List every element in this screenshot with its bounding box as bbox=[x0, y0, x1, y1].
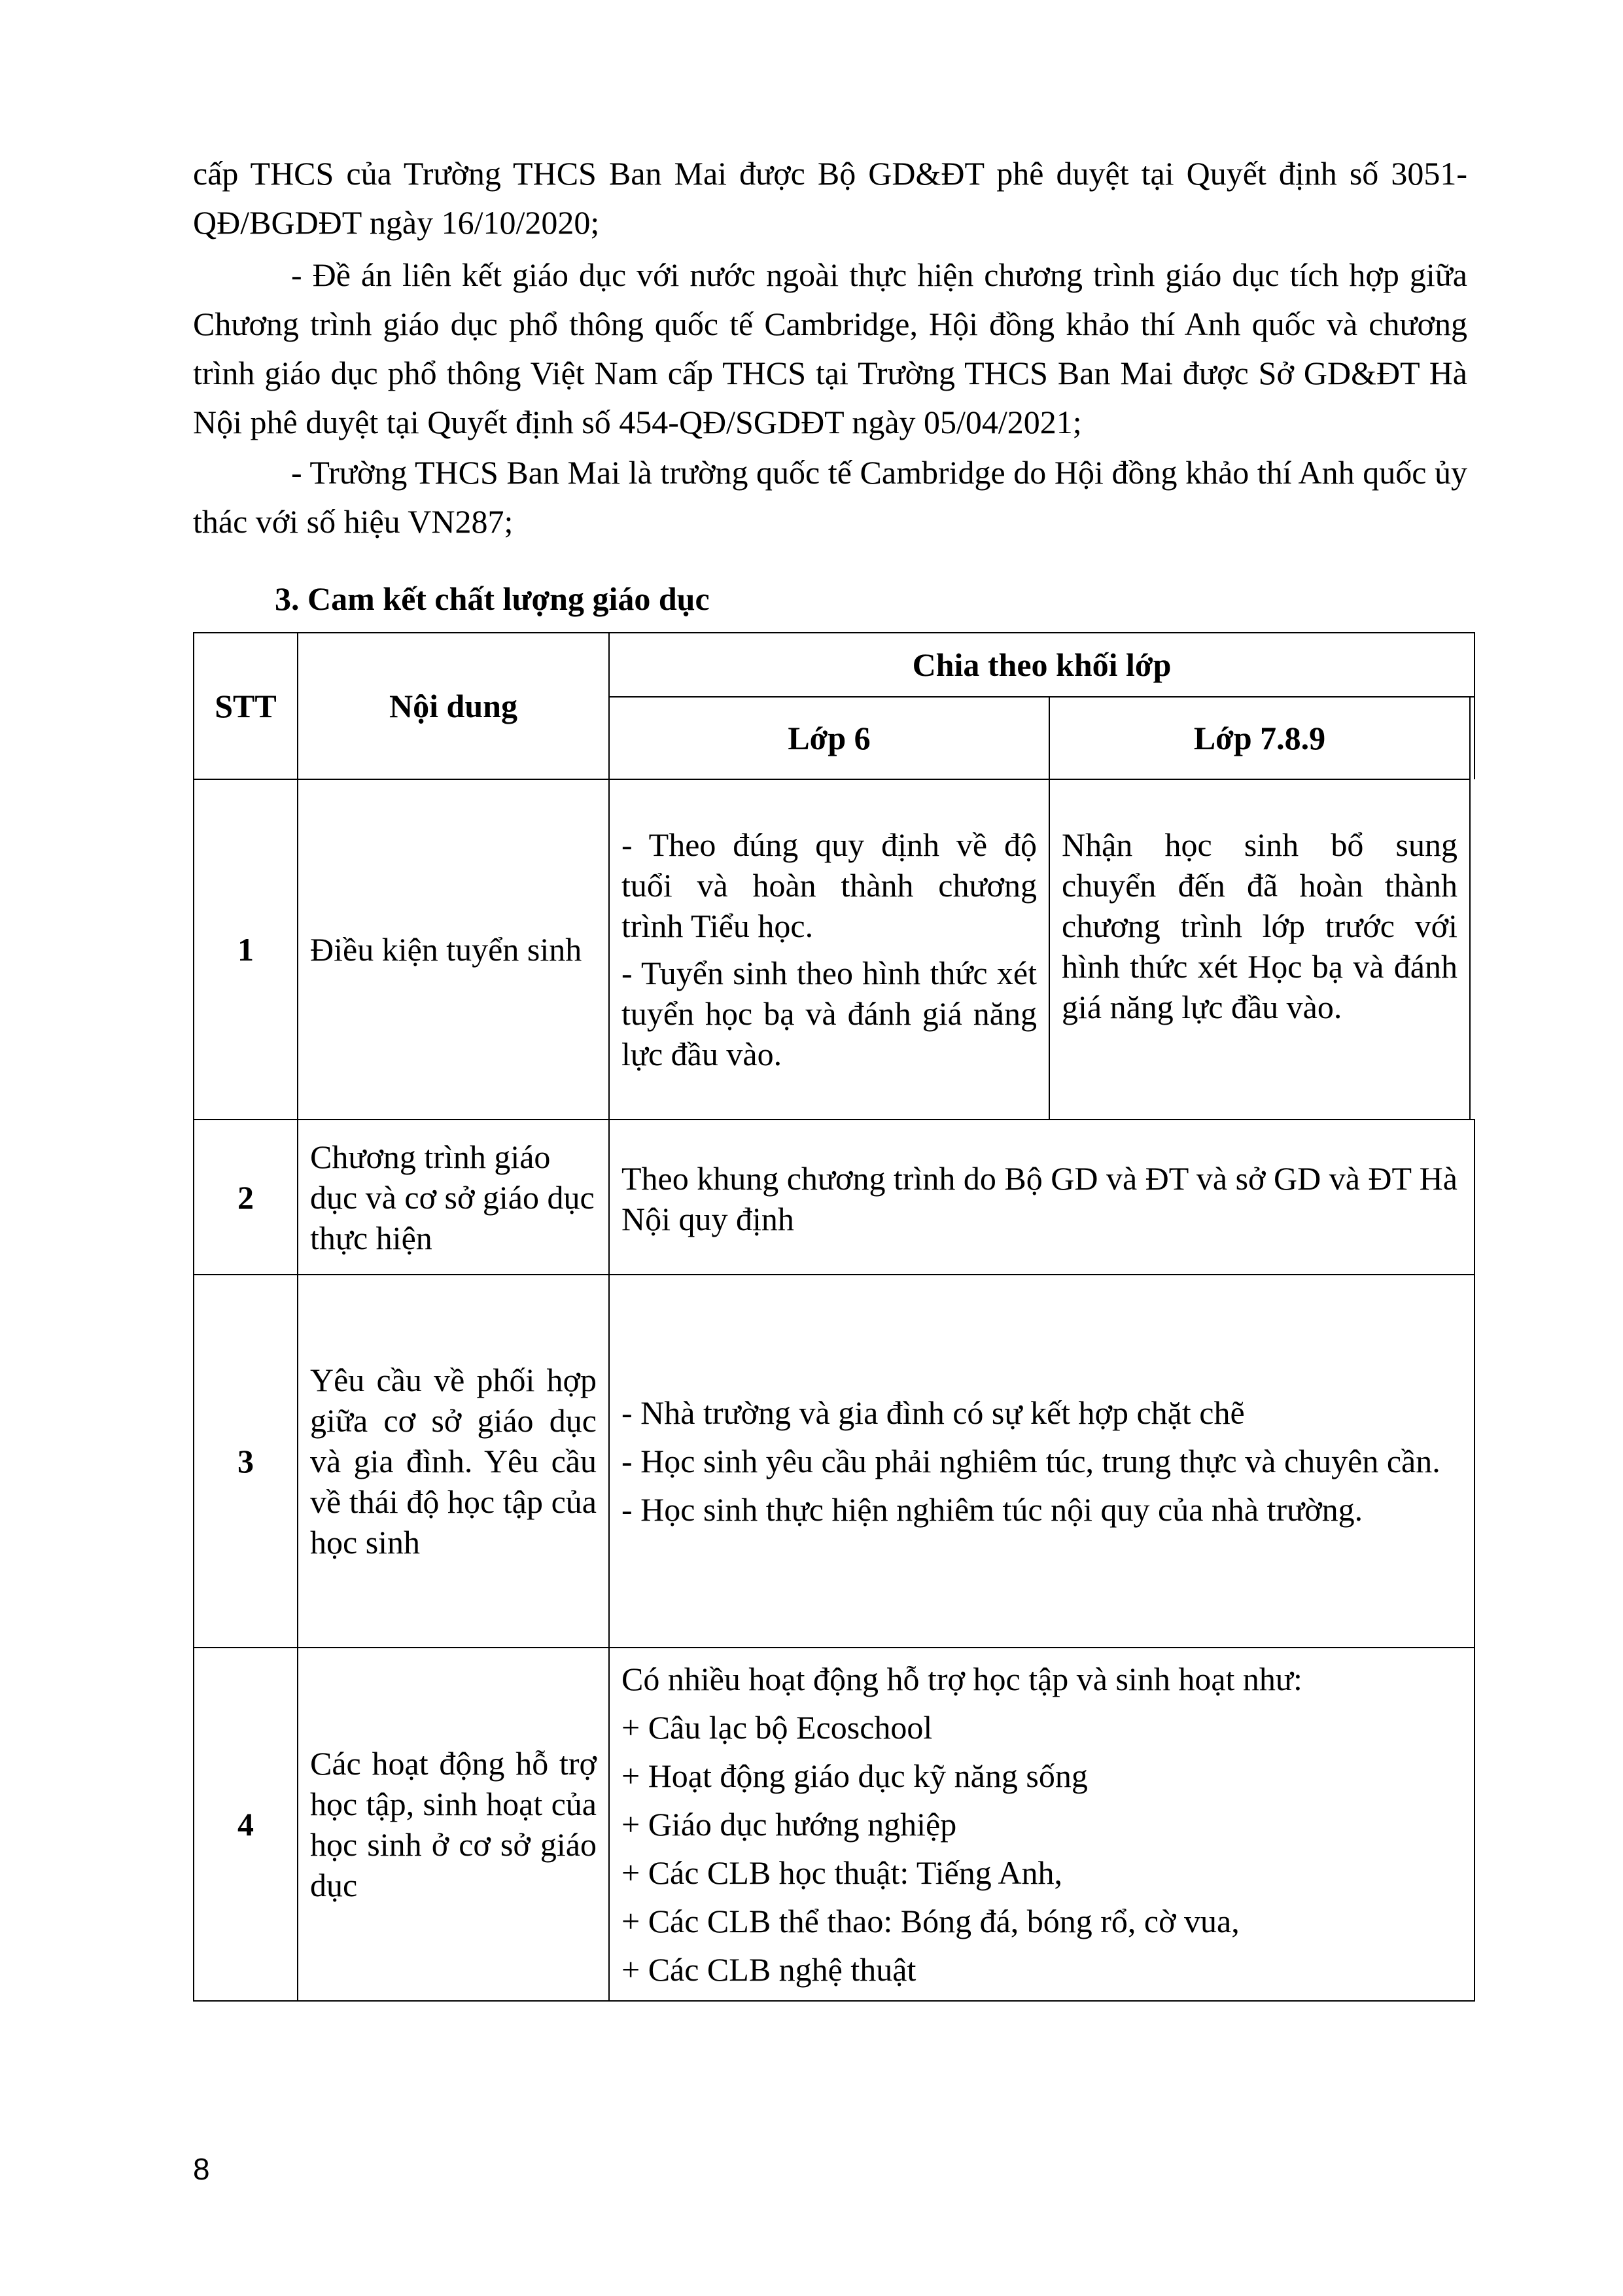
row-line: Có nhiều hoạt động hỗ trợ học tập và sinh hoạt như: bbox=[621, 1661, 1302, 1697]
table-overhang bbox=[1470, 697, 1475, 779]
header-content: Nội dung bbox=[298, 633, 609, 779]
paragraph-continuation: cấp THCS của Trường THCS Ban Mai được Bộ GD&ĐT phê duyệt tại Quyết định số 3051-QĐ/BGDĐT ngày 16/10/2020; bbox=[193, 155, 1467, 241]
table-row bbox=[194, 1275, 1475, 1648]
row-line: + Các CLB học thuật: Tiếng Anh, bbox=[621, 1854, 1063, 1891]
row-merged-content: Theo khung chương trình do Bộ GD và ĐT và sở GD và ĐT Hà Nội quy định bbox=[609, 1120, 1475, 1275]
row-content: Yêu cầu về phối hợp giữa cơ sở giáo dục và gia đình. Yêu cầu về thái độ học tập của học sinh bbox=[298, 1275, 609, 1648]
header-grade-789: Lớp 7.8.9 bbox=[1049, 697, 1470, 779]
row-line: - Học sinh thực hiện nghiêm túc nội quy của nhà trường. bbox=[621, 1491, 1363, 1528]
row-line: - Tuyển sinh theo hình thức xét tuyển học bạ và đánh giá năng lực đầu vào. bbox=[621, 955, 1037, 1072]
row-grade-6 bbox=[609, 779, 1049, 1120]
paragraph-cambridge-school: - Trường THCS Ban Mai là trường quốc tế Cambridge do Hội đồng khảo thí Anh quốc ủy thác với số hiệu VN287; bbox=[193, 454, 1467, 540]
row-stt: 3 bbox=[194, 1275, 298, 1648]
page-number: 8 bbox=[193, 2152, 210, 2186]
row-merged-content bbox=[609, 1275, 1475, 1648]
row-line: + Các CLB thể thao: Bóng đá, bóng rổ, cờ vua, bbox=[621, 1903, 1240, 1939]
row-stt: 4 bbox=[194, 1648, 298, 2001]
header-grade-6: Lớp 6 bbox=[609, 697, 1049, 779]
row-line: + Hoạt động giáo dục kỹ năng sống bbox=[621, 1757, 1088, 1794]
row-line: + Giáo dục hướng nghiệp bbox=[621, 1806, 957, 1843]
row-line: - Theo đúng quy định về độ tuổi và hoàn thành chương trình Tiểu học. bbox=[621, 826, 1037, 944]
header-grade-group: Chia theo khối lớp bbox=[609, 633, 1475, 697]
row-merged-content bbox=[609, 1648, 1475, 2001]
row-content: Các hoạt động hỗ trợ học tập, sinh hoạt của học sinh ở cơ sở giáo dục bbox=[298, 1648, 609, 2001]
row-content: Chương trình giáo dục và cơ sở giáo dục thực hiện bbox=[298, 1120, 609, 1275]
table-overhang bbox=[1470, 779, 1475, 1120]
header-stt: STT bbox=[194, 633, 298, 779]
row-line: - Học sinh yêu cầu phải nghiêm túc, trung thực và chuyên cần. bbox=[621, 1443, 1440, 1479]
table-row bbox=[194, 779, 1475, 1120]
section-heading: 3. Cam kết chất lượng giáo dục bbox=[275, 580, 710, 617]
table-header-row bbox=[194, 633, 1475, 697]
row-content: Điều kiện tuyển sinh bbox=[298, 779, 609, 1120]
quality-commitment-table bbox=[193, 632, 1475, 2002]
row-line: - Nhà trường và gia đình có sự kết hợp chặt chẽ bbox=[621, 1394, 1245, 1431]
table-row bbox=[194, 1120, 1475, 1275]
row-stt: 2 bbox=[194, 1120, 298, 1275]
row-stt: 1 bbox=[194, 779, 298, 1120]
row-line: + Câu lạc bộ Ecoschool bbox=[621, 1709, 933, 1746]
paragraph-de-an: - Đề án liên kết giáo dục với nước ngoài thực hiện chương trình giáo dục tích hợp giữa Chương trình giáo dục phổ thông quốc tế Cambridge, Hội đồng khảo thí Anh quốc và chương trình giáo dục phổ thông Việt Nam cấp THCS tại Trường THCS Ban Mai được Sở GD&ĐT Hà Nội phê duyệt tại Quyết định số 454-QĐ/SGDĐT ngày 05/04/2021; bbox=[193, 256, 1467, 440]
table-row bbox=[194, 1648, 1475, 2001]
row-grade-789: Nhận học sinh bổ sung chuyển đến đã hoàn thành chương trình lớp trước với hình thức xét Học bạ và đánh giá năng lực đầu vào. bbox=[1049, 779, 1470, 1120]
row-line: + Các CLB nghệ thuật bbox=[621, 1951, 916, 1988]
